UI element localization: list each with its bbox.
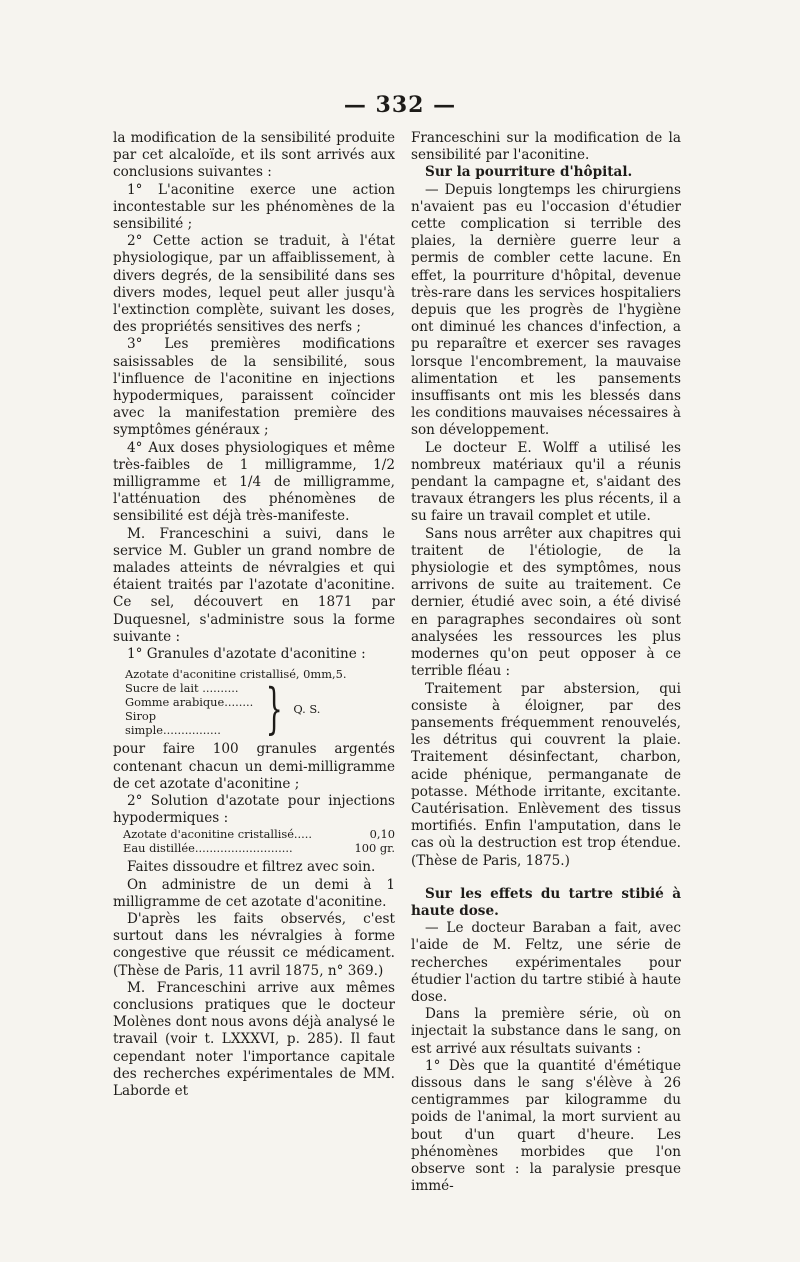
right-column [411,130,681,1195]
brace-icon: } [265,677,283,741]
ingredient-label: Azotate d'aconitine cristallisé..... [123,827,313,842]
paragraph: 3° Les premières modifications saisissables de la sensibilité, sous l'influence de l'aconitine en injections hypodermiques, paraissent coïncider avec la manifestation première des symptômes généraux ; [113,336,395,439]
section-heading: Sur la pourriture d'hôpital. [425,164,633,181]
paragraph: D'après les faits observés, c'est surtout dans les névralgies à forme congestive que réussit ce médicament. (Thèse de Paris, 11 avril 1875, n° 369.) [113,910,395,979]
recipe-line: Azotate d'aconitine cristallisé, 0mm,5. [125,667,347,682]
paragraph: Dans la première série, où on injectait la substance dans le sang, on est arrivé aux résultats suivants : [411,1006,681,1057]
recipe-line: Sucre de lait .......... [125,681,239,696]
paragraph: Traitement par abstersion, qui consiste à éloigner, par des pansements fréquemment renouvelés, les détritus qui couvrent la plaie. Traitement désinfectant, charbon, acide phénique, permanganate de potasse. Méthode irritante, excitante. Cautérisation. Enlèvement des tissus mortifiés. Enfin l'amputation, dans le cas où la destruction est trop étendue. (Thèse de Paris, 1875.) [411,680,681,869]
section-heading: Sur les effets du tartre stibié à haute dose. [411,885,681,919]
paragraph: 1° Granules d'azotate d'aconitine : [127,646,366,663]
paragraph: 1° L'aconitine exerce une action incontestable sur les phénomènes de la sensibilité ; [113,181,395,233]
paragraph: M. Franceschini a suivi, dans le service M. Gubler un grand nombre de malades atteints de névralgies et qui étaient traités par l'azotate d'aconitine. Ce sel, découvert en 1871 par Duquesnel, s'administre sous la forme suivante : [113,525,395,645]
paragraph: la modification de la sensibilité produite par cet alcaloïde, et ils sont arrivés aux conclusions suivantes : [113,130,395,181]
paragraph: — Le docteur Baraban a fait, avec l'aide de M. Feltz, une série de recherches expérimentales pour étudier l'action du tartre stibié à haute dose. [411,920,681,1005]
ingredient-line [123,841,395,855]
paragraph: pour faire 100 granules argentés contenant chacun un demi-milligramme de cet azotate d'aconitine ; [113,741,395,792]
left-column [113,130,395,1100]
ingredient-label: Eau distillée........................... [123,841,293,856]
paragraph: M. Franceschini arrive aux mêmes conclusions pratiques que le docteur Molènes dont nous avons déjà analysé le travail (voir t. LXXXVI, p. 285). Il faut cependant noter l'importance capitale des recherches expérimentales de MM. Laborde et [113,979,395,1099]
recipe-granules [125,667,395,741]
ingredient-amount: 100 gr. [354,841,395,856]
paragraph: — Depuis longtemps les chirurgiens n'avaient pas eu l'occasion d'étudier cette complication si terrible des plaies, la dernière guerre leur a permis de combler cette lacune. En effet, la pourriture d'hôpital, devenue très-rare dans les services hospitaliers depuis que les progrès de l'hygiène ont diminué les chances d'infection, a pu reparaître et exercer ses ravages lorsque l'encombrement, la mauvaise alimentation et les pansements insuffisants ont mis les blessés dans les conditions mauvaises nécessaires à son développement. [411,181,681,439]
paragraph: Sans nous arrêter aux chapitres qui traitent de l'étiologie, de la physiologie et des symptômes, nous arrivons de suite au traitement. Ce dernier, étudié avec soin, a été divisé en paragraphes secondaires où sont analysées les ressources les plus modernes qu'on peut opposer à ce terrible fléau : [411,525,681,680]
page-number: — 332 — [343,92,457,118]
paragraph: 4° Aux doses physiologiques et même très-faibles de 1 milligramme, 1/2 milligramme et 1/4 de milligramme, l'atténuation des phénomènes de sensibilité est déjà très-manifeste. [113,439,395,525]
paragraph: Le docteur E. Wolff a utilisé les nombreux matériaux qu'il a réunis pendant la campagne et, s'aidant des travaux étrangers les plus récents, il a su faire un travail complet et utile. [411,439,681,525]
paragraph: 2° Solution d'azotate pour injections hypodermiques : [113,792,395,827]
recipe-line: Gomme arabique........ [125,695,254,710]
paragraph: 1° Dès que la quantité d'émétique dissous dans le sang s'élève à 26 centigrammes par kilogramme du poids de l'animal, la mort survient au bout d'un quart d'heure. Les phénomènes morbides que l'on observe sont : la paralysie presque immé- [411,1057,681,1195]
recipe-line: Sirop simple................ [125,709,221,738]
paragraph: On administre de un demi à 1 milligramme de cet azotate d'aconitine. [113,876,395,910]
paragraph: Franceschini sur la modification de la sensibilité par l'aconitine. [411,130,681,164]
quantity-sufficient: Q. S. [293,702,321,717]
paragraph: 2° Cette action se traduit, à l'état physiologique, par un affaiblissement, à divers degrés, de la sensibilité dans ses divers modes, lequel peut aller jusqu'à l'extinction complète, suivant les doses, des propriétés sensitives des nerfs ; [113,233,395,336]
ingredient-amount: 0,10 [369,827,395,842]
paragraph: Faites dissoudre et filtrez avec soin. [127,859,376,876]
ingredient-line [123,827,395,841]
recipe-brace-group [125,677,395,741]
